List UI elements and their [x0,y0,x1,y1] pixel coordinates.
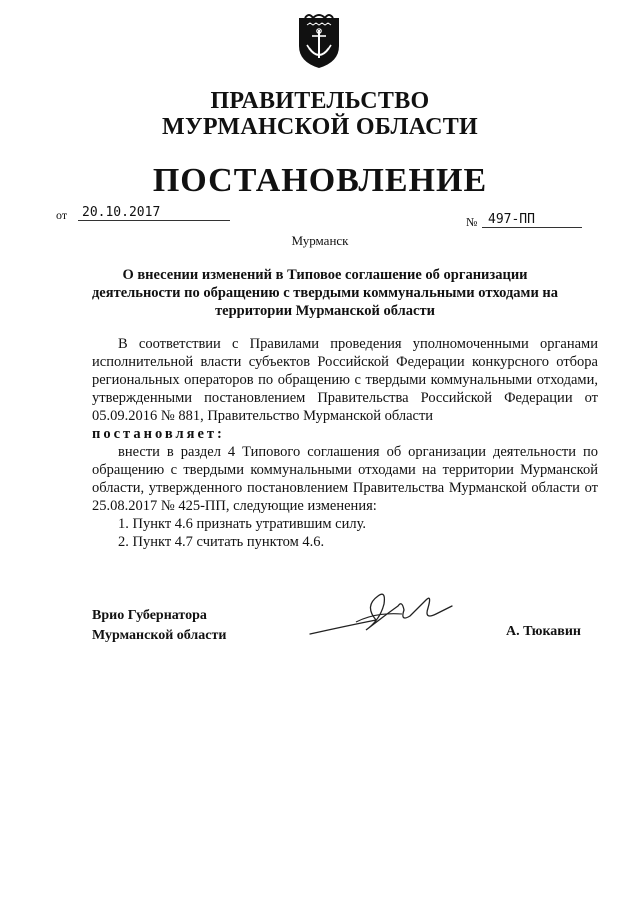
position-line: Мурманской области [92,628,227,643]
subject-line: О внесении изменений в Типовое соглашение об организации [122,267,528,283]
decree-word: постановляет: [92,426,225,442]
document-body [92,335,598,551]
main-paragraph: внести в раздел 4 Типового соглашения об организации деятельности по обращению с твердыми коммунальными отходами на территории Мурманской области, утвержденного постановлением Правительства Мурманской области от 25.08.2017 № 425-ПП, следующие изменения: [92,444,598,514]
signatory-name: А. Тюкавин [506,624,581,639]
document-type-title: ПОСТАНОВЛЕНИЕ [152,162,488,199]
list-item: 1. Пункт 4.6 признать утратившим силу. [118,516,367,532]
subject-line: территории Мурманской области [215,303,435,319]
date-prefix: от [56,208,68,222]
organization-name-line1: ПРАВИТЕЛЬСТВО [210,88,430,114]
coat-of-arms-icon [297,12,341,70]
subject-line: деятельности по обращению с твердыми коммунальными отходами на [91,285,559,301]
number-prefix: № [466,215,478,229]
preamble-paragraph: В соответствии с Правилами проведения уполномоченными органами исполнительной власти субъектов Российской Федерации конкурсного отбора региональных операторов по обращению с твердыми коммунальными отходами, утвержденными постановлением Правительства Российской Федерации от 05.09.2016 № 881, Правительство Мурманской области [92,336,598,424]
number-value: 497-ПП [482,212,582,228]
position-line: Врио Губернатора [92,608,207,623]
list-item: 2. Пункт 4.7 считать пунктом 4.6. [118,534,325,550]
organization-name-line2: МУРМАНСКОЙ ОБЛАСТИ [162,114,478,140]
document-subject [80,266,570,320]
handwritten-signature [306,586,456,650]
signatory-position [92,606,226,646]
date-value: 20.10.2017 [78,205,230,221]
city-name: Мурманск [291,233,349,248]
